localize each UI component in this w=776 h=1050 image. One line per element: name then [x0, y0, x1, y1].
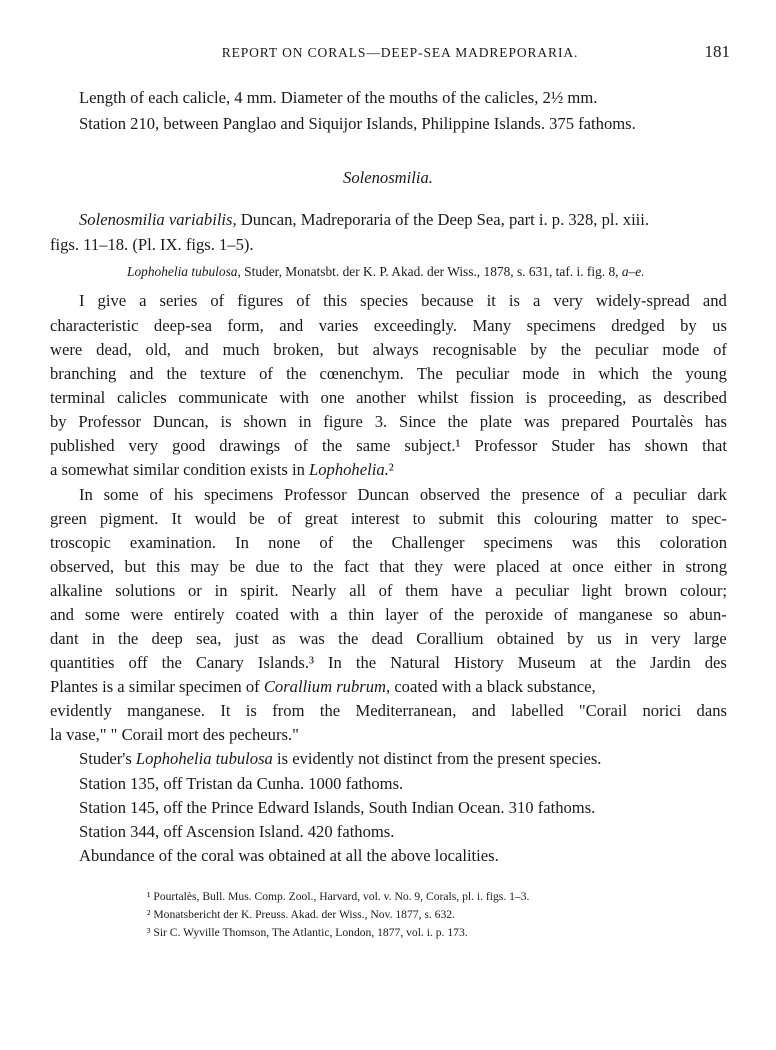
paragraph-1-last-text: a somewhat similar condition exists in	[50, 460, 310, 479]
paragraph-1-line: branching and the texture of the cœnenchym. The peculiar mode in which the young	[50, 364, 727, 383]
paragraph-1-line: terminal calicles communicate with one another whilst fission is proceeding, as described	[50, 388, 727, 407]
species-mention: Lophohelia tubulosa	[135, 749, 273, 768]
paragraph-2-line: dant in the deep sea, just as was the dead Corallium obtained by us in very large	[50, 629, 727, 648]
paragraph-2-text: Plantes is a similar specimen of	[50, 677, 264, 696]
paragraph-1-line: characteristic deep-sea form, and varies exceedingly. Many specimens dredged by us	[50, 316, 727, 335]
paragraph-2-line: la vase," " Corail mort des pecheurs."	[50, 725, 299, 744]
abundance-line: Abundance of the coral was obtained at all the above localities.	[79, 846, 499, 865]
footnote: ³ Sir C. Wyville Thomson, The Atlantic, London, 1877, vol. i. p. 173.	[147, 926, 468, 939]
paragraph-2-line: troscopic examination. In none of the Challenger specimens was this coloration	[50, 533, 727, 552]
paragraph-1-line: published very good drawings of the same subject.¹ Professor Studer has shown that	[50, 436, 727, 455]
footnote: ¹ Pourtalès, Bull. Mus. Comp. Zool., Harvard, vol. v. No. 9, Corals, pl. i. figs. 1–3.	[147, 890, 530, 903]
paragraph-2-line: evidently manganese. It is from the Mediterranean, and labelled "Corail norici dans	[50, 701, 727, 720]
station-line: Station 145, off the Prince Edward Islands, South Indian Ocean. 310 fathoms.	[79, 798, 596, 817]
species-name: Solenosmilia variabilis,	[79, 210, 237, 229]
calicle-length-line: Length of each calicle, 4 mm. Diameter of the mouths of the calicles, 2½ mm.	[79, 88, 598, 107]
station-line: Station 135, off Tristan da Cunha. 1000 fathoms.	[79, 774, 404, 793]
synonymy-citation: Duncan, Madreporaria of the Deep Sea, part i. p. 328, pl. xiii.	[236, 210, 650, 229]
paragraph-2-line: and some were entirely coated with a thin layer of the peroxide of manganese so abun-	[50, 605, 727, 624]
synonym-citation-figs: a–e.	[621, 264, 645, 279]
paragraph-2-line: alkaline solutions or in spirit. Nearly all of them have a peculiar light brown colour;	[50, 581, 727, 600]
paragraph-2-line: In some of his specimens Professor Duncan observed the presence of a peculiar dark	[79, 485, 727, 504]
paragraph-1-line: by Professor Duncan, is shown in figure 3. Since the plate was prepared Pourtalès has	[50, 412, 727, 431]
page-number: 181	[704, 42, 730, 61]
paragraph-1-line: were dead, old, and much broken, but always recognisable by the peculiar mode of	[50, 340, 727, 359]
paragraph-2-text: coated with a black substance,	[390, 677, 596, 696]
paragraph-2-line: observed, but this may be due to the fact that they were placed at once either in strong	[50, 557, 727, 576]
paragraph-1-last-line	[50, 460, 394, 480]
synonymy-line-3	[127, 262, 645, 282]
station-210-line: Station 210, between Panglao and Siquijor Islands, Philippine Islands. 375 fathoms.	[79, 114, 636, 133]
paragraph-2-line: green pigment. It would be of great interest to submit this colouring matter to spec-	[50, 509, 727, 528]
station-line: Station 344, off Ascension Island. 420 fathoms.	[79, 822, 395, 841]
running-head: REPORT ON CORALS—DEEP-SEA MADREPORARIA.	[221, 45, 579, 60]
footnote-ref-2: ²	[388, 460, 394, 479]
studer-text: Studer's	[79, 749, 136, 768]
genus-heading: Solenosmilia.	[343, 168, 433, 187]
synonym-name: Lophohelia tubulosa,	[127, 264, 241, 279]
paragraph-1-line: I give a series of figures of this species because it is a very widely-spread and	[79, 291, 727, 310]
species-mention: Corallium rubrum,	[263, 677, 391, 696]
studer-line	[79, 749, 601, 769]
paragraph-2-line-9	[50, 677, 596, 697]
paragraph-2-line: quantities off the Canary Islands.³ In the Natural History Museum at the Jardin des	[50, 653, 727, 672]
synonymy-line-1	[79, 210, 649, 230]
synonymy-line-2: figs. 11–18. (Pl. IX. figs. 1–5).	[50, 235, 254, 254]
footnote: ² Monatsbericht der K. Preuss. Akad. der Wiss., Nov. 1877, s. 632.	[147, 908, 455, 921]
page-header	[70, 42, 730, 64]
studer-text: is evidently not distinct from the present species.	[272, 749, 602, 768]
genus-mention: Lophohelia.	[309, 460, 389, 479]
synonym-citation: Studer, Monatsbt. der K. P. Akad. der Wiss., 1878, s. 631, taf. i. fig. 8,	[240, 264, 622, 279]
